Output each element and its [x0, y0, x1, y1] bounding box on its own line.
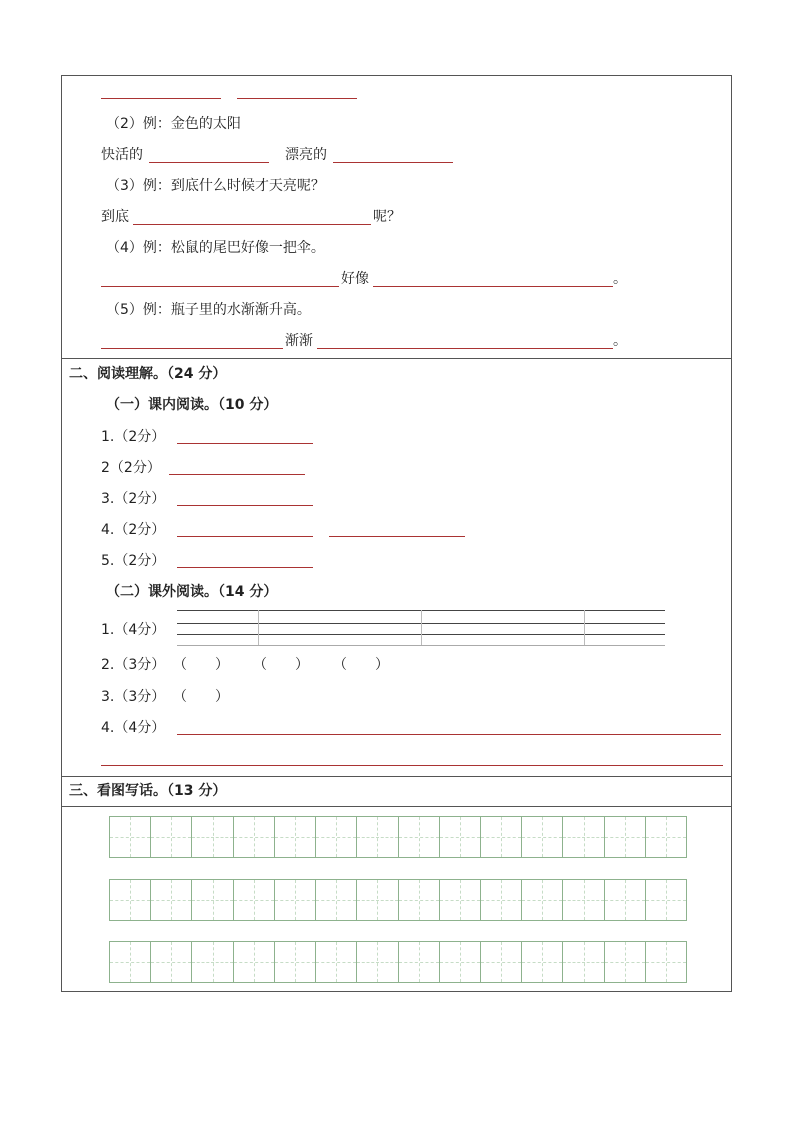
writing-grid-cell[interactable] [151, 942, 192, 982]
writing-grid-cell[interactable] [275, 880, 316, 920]
writing-grid-cell[interactable] [522, 817, 563, 857]
writing-grid-cell[interactable] [646, 942, 686, 982]
part2-title: （二）课外阅读。（14 分） [106, 584, 278, 600]
part2-q3-paren[interactable]: （ ） [173, 689, 229, 705]
q2-word-a: 快活的 [101, 147, 143, 163]
answer-line-q5b[interactable] [317, 348, 613, 349]
writing-grid-cell[interactable] [605, 942, 646, 982]
part1-item-5: 5.（2分） [101, 553, 166, 569]
writing-grid-cell[interactable] [357, 880, 398, 920]
answer-line-p1-3[interactable] [177, 505, 313, 506]
writing-grid-cell[interactable] [275, 817, 316, 857]
answer-line-q2b[interactable] [333, 162, 453, 163]
q5-mid: 渐渐 [285, 333, 313, 349]
writing-grid-cell[interactable] [316, 942, 357, 982]
part2-q3-label: 3.（3分） [101, 689, 166, 705]
q3-prompt: （3）例：到底什么时候才天亮呢？ [106, 178, 325, 194]
writing-grid-cell[interactable] [563, 880, 604, 920]
answer-sheet [61, 75, 732, 992]
q4-prompt: （4）例：松鼠的尾巴好像一把伞。 [106, 240, 325, 256]
writing-grid-cell[interactable] [275, 942, 316, 982]
writing-grid-cell[interactable] [316, 817, 357, 857]
answer-line-q4a[interactable] [101, 286, 339, 287]
answer-line-p1-2[interactable] [169, 474, 305, 475]
writing-grid-cell[interactable] [110, 880, 151, 920]
writing-grid-cell[interactable] [646, 817, 686, 857]
part1-title: （一）课内阅读。（10 分） [106, 397, 278, 413]
writing-grid-cell[interactable] [151, 817, 192, 857]
writing-grid-cell[interactable] [192, 942, 233, 982]
writing-grid-row[interactable] [109, 879, 687, 921]
writing-grid-cell[interactable] [399, 880, 440, 920]
q5-end: 。 [613, 333, 627, 349]
writing-grid-cell[interactable] [357, 817, 398, 857]
writing-grid-cell[interactable] [440, 880, 481, 920]
writing-grid-cell[interactable] [440, 817, 481, 857]
writing-grid-cell[interactable] [234, 942, 275, 982]
writing-grid-cell[interactable] [110, 942, 151, 982]
q2-prompt: （2）例：金色的太阳 [106, 116, 241, 132]
part2-q4-label: 4.（4分） [101, 720, 166, 736]
answer-line-q3[interactable] [133, 224, 371, 225]
part2-q2-paren-3[interactable]: （ ） [333, 657, 389, 673]
part1-item-1: 1.（2分） [101, 429, 166, 445]
answer-line-p1-1[interactable] [177, 443, 313, 444]
writing-grid-cell[interactable] [522, 942, 563, 982]
answer-line-p2-4a[interactable] [177, 734, 721, 735]
answer-line-q1b[interactable] [237, 98, 357, 99]
writing-grid-cell[interactable] [440, 942, 481, 982]
q4-end: 。 [613, 271, 627, 287]
q3-start: 到底 [101, 209, 129, 225]
writing-grid-cell[interactable] [192, 880, 233, 920]
writing-grid-cell[interactable] [151, 880, 192, 920]
answer-line-p2-4b[interactable] [101, 765, 723, 766]
section-three-title: 三、看图写话。（13 分） [69, 783, 227, 799]
writing-grid-cell[interactable] [481, 942, 522, 982]
answer-line-q5a[interactable] [101, 348, 283, 349]
answer-line-p1-5[interactable] [177, 567, 313, 568]
answer-line-p1-4b[interactable] [329, 536, 465, 537]
q5-prompt: （5）例：瓶子里的水渐渐升高。 [106, 302, 311, 318]
writing-grid-row[interactable] [109, 816, 687, 858]
answer-line-q4b[interactable] [373, 286, 613, 287]
writing-grid-cell[interactable] [399, 942, 440, 982]
section-divider [62, 776, 731, 777]
writing-grid-cell[interactable] [234, 880, 275, 920]
writing-grid-cell[interactable] [357, 942, 398, 982]
writing-grid-cell[interactable] [481, 817, 522, 857]
writing-grid-cell[interactable] [522, 880, 563, 920]
writing-grid-cell[interactable] [481, 880, 522, 920]
q4-mid: 好像 [341, 271, 369, 287]
q2-word-b: 漂亮的 [285, 147, 327, 163]
part2-q2-label: 2.（3分） [101, 657, 166, 673]
part1-item-2: 2（2分） [101, 460, 161, 476]
part1-item-3: 3.（2分） [101, 491, 166, 507]
section-two-title: 二、阅读理解。（24 分） [69, 366, 227, 382]
answer-line-q1a[interactable] [101, 98, 221, 99]
writing-grid-row[interactable] [109, 941, 687, 983]
writing-grid-cell[interactable] [316, 880, 357, 920]
answer-line-q2a[interactable] [149, 162, 269, 163]
section-divider [62, 806, 731, 807]
writing-grid-cell[interactable] [646, 880, 686, 920]
q3-end: 呢？ [373, 209, 401, 225]
section-divider [62, 358, 731, 359]
part2-q1-label: 1.（4分） [101, 622, 166, 638]
answer-line-p1-4a[interactable] [177, 536, 313, 537]
writing-grid-cell[interactable] [110, 817, 151, 857]
part2-q2-paren-2[interactable]: （ ） [253, 657, 309, 673]
writing-grid-cell[interactable] [399, 817, 440, 857]
writing-grid-cell[interactable] [192, 817, 233, 857]
writing-grid-cell[interactable] [563, 942, 604, 982]
part1-item-4: 4.（2分） [101, 522, 166, 538]
writing-grid-cell[interactable] [605, 817, 646, 857]
writing-grid-cell[interactable] [234, 817, 275, 857]
part2-q2-paren-1[interactable]: （ ） [173, 657, 229, 673]
writing-grid-cell[interactable] [605, 880, 646, 920]
writing-grid-cell[interactable] [563, 817, 604, 857]
